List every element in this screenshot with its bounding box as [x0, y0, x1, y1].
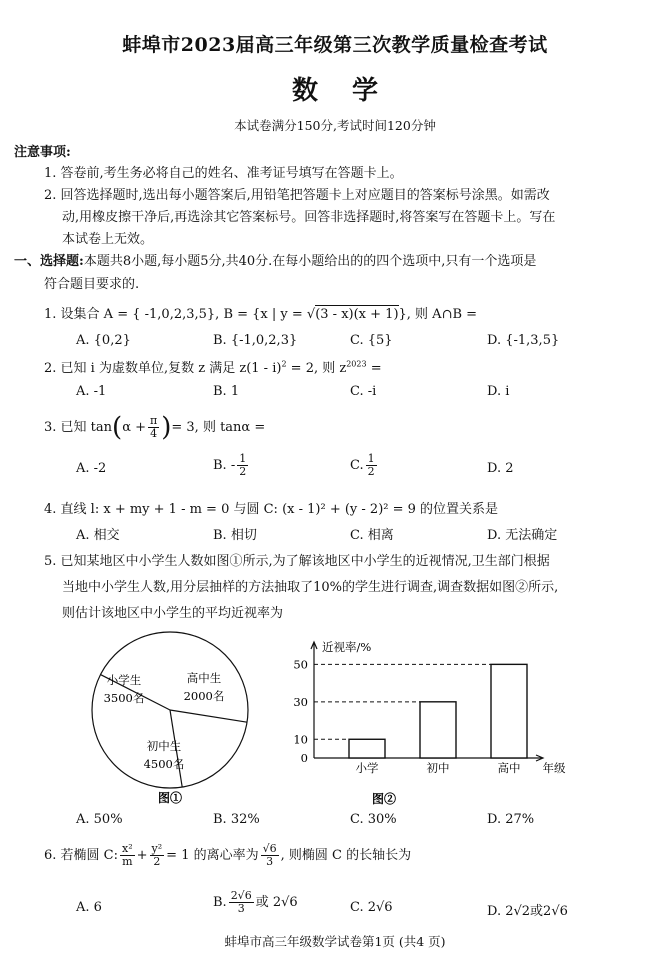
q6-option-b-suffix: 或 2√6	[255, 895, 298, 910]
q1-stem-b: }, 则 A∩B =	[398, 307, 478, 322]
q1-option-a: A. {0,2}	[76, 333, 131, 348]
frac-numerator: π	[150, 414, 158, 427]
q3-stem-b: = 3, 则 tanα =	[171, 420, 266, 435]
frac-denominator: 2	[367, 465, 375, 478]
one-half	[237, 453, 248, 478]
frac-numerator: y²	[151, 842, 163, 855]
q3-stem-a: 已知 tan	[60, 420, 113, 435]
frac-denominator: 4	[150, 427, 158, 440]
bar-2	[420, 702, 456, 758]
question-5-stem-line-1	[44, 550, 550, 569]
pi-over-four	[148, 415, 159, 440]
q5-option-c: C. 30%	[350, 812, 397, 827]
pie-slice-1-count: 3500名	[103, 691, 145, 705]
q1-option-b: B. {-1,0,2,3}	[213, 333, 298, 348]
left-paren-icon: (	[112, 412, 123, 443]
q5-option-a: A. 50%	[76, 812, 123, 827]
question-5-stem-line-3: 则估计该地区中小学生的平均近视率为	[62, 606, 284, 621]
q6-stem-c: , 则椭圆 C 的长轴长为	[280, 848, 412, 863]
pie-slice-2-name: 高中生	[186, 671, 222, 685]
q3-option-a: A. -2	[76, 461, 107, 476]
q3-stem-alpha: α +	[122, 420, 146, 435]
q6-option-b	[213, 890, 298, 915]
q2-stem-a: 已知 i 为虚数单位,复数 z 满足 z(1 - i)	[60, 361, 282, 376]
q6-stem-b: = 1 的离心率为	[166, 848, 259, 863]
question-number: 2.	[44, 361, 57, 376]
q1-option-c: C. {5}	[350, 333, 393, 348]
bar-layer	[293, 640, 566, 775]
q2-option-a: A. -1	[76, 384, 107, 399]
exam-title: 蚌埠市2023届高三年级第三次教学质量检查考试	[122, 34, 548, 56]
category-label: 高中	[497, 761, 521, 775]
question-2-stem	[44, 357, 382, 376]
frac-denominator: 3	[266, 855, 274, 868]
x-axis-label: 年级	[542, 761, 566, 775]
frac-denominator: 2	[153, 855, 161, 868]
q4-option-d: D. 无法确定	[487, 528, 558, 543]
sqrt-icon: √	[306, 307, 316, 322]
question-number: 5.	[44, 554, 57, 569]
eccentricity-fraction	[261, 843, 279, 868]
bar-chart-figure	[292, 635, 592, 805]
y-tick-label: 30	[293, 694, 308, 709]
question-number: 6.	[44, 848, 57, 863]
q6-option-d: D. 2√2或2√6	[487, 904, 568, 919]
pie-slice-2-count: 2000名	[183, 689, 225, 703]
q6-option-c: C. 2√6	[350, 900, 393, 915]
q6-stem-a: 若椭圆 C:	[60, 848, 119, 863]
category-label: 小学	[355, 761, 379, 775]
y-tick-label: 10	[293, 732, 308, 747]
notice-item-1: 1. 答卷前,考生务必将自己的姓名、准考证号填写在答题卡上。	[44, 166, 403, 181]
y2-over-2	[150, 843, 165, 868]
two-root6-over-3	[229, 890, 254, 915]
notice-item-2-line-1: 2. 回答选择题时,选出每小题答案后,用铅笔把答题卡上对应题目的答案标号涂黑。如需改	[44, 188, 550, 203]
notice-item-2-line-3: 本试卷上无效。	[62, 232, 154, 247]
question-3-stem	[44, 412, 266, 443]
q1-stem-root: (3 - x)(x + 1)	[315, 307, 399, 322]
q2-option-b: B. 1	[213, 384, 240, 399]
frac-numerator: 1	[239, 452, 247, 465]
page-footer: 蚌埠市高三年级数学试卷第1页 (共4 页)	[224, 934, 446, 949]
question-4-stem	[44, 498, 498, 517]
bar-3	[491, 664, 527, 758]
notice-item-2-line-2: 动,用橡皮擦干净后,再选涂其它答案标号。回答非选择题时,将答案写在答题卡上。写在	[62, 210, 556, 225]
q2-stem-b: = 2, 则 z	[286, 361, 347, 376]
section-1-intro-line-2: 符合题目要求的.	[44, 277, 140, 292]
section-1-label: 一、选择题:	[14, 254, 84, 269]
q2-stem-sup2: 2023	[346, 359, 367, 369]
q6-plus: +	[136, 848, 148, 863]
q4-stem: 直线 l: x + my + 1 - m = 0 与圆 C: (x - 1)² + (y - 2)² = 9 的位置关系是	[60, 502, 499, 517]
exam-meta: 本试卷满分150分,考试时间120分钟	[234, 118, 436, 133]
q4-option-a: A. 相交	[76, 528, 120, 543]
q2-stem-sup: 2	[281, 359, 287, 369]
question-5-stem-line-2: 当地中小学生人数,用分层抽样的方法抽取了10%的学生进行调查,调查数据如图②所示,	[62, 580, 559, 595]
q3-option-b	[213, 453, 250, 478]
q6-option-b-prefix: B.	[213, 895, 227, 910]
subject-title: 数学	[291, 76, 412, 106]
bar-1	[349, 739, 385, 758]
y-tick-label: 50	[293, 657, 308, 672]
question-number: 1.	[44, 307, 57, 322]
pie-slice-3-name: 初中生	[146, 739, 182, 753]
q5-line-1: 已知某地区中小学生人数如图①所示,为了解该地区中小学生的近视情况,卫生部门根据	[60, 554, 550, 569]
q2-option-d: D. i	[487, 384, 510, 399]
category-label: 初中	[426, 761, 450, 775]
pie-divider-1	[170, 710, 247, 722]
question-number: 3.	[44, 420, 57, 435]
q6-option-a: A. 6	[76, 900, 102, 915]
y-tick-label: 0	[300, 751, 308, 765]
frac-denominator: 3	[237, 902, 245, 915]
q3-option-d: D. 2	[487, 461, 514, 476]
q2-stem-c: =	[366, 361, 382, 376]
right-paren-icon: )	[161, 412, 172, 443]
pie-slice-3-count: 4500名	[143, 757, 185, 771]
q4-option-b: B. 相切	[213, 528, 257, 543]
q1-stem-a: 设集合 A = { -1,0,2,3,5}, B = {x | y =	[60, 307, 307, 322]
q2-option-c: C. -i	[350, 384, 377, 399]
q5-option-d: D. 27%	[487, 812, 535, 827]
x2-over-m	[120, 843, 135, 868]
pie-chart-figure	[90, 630, 250, 805]
question-6-stem	[44, 843, 411, 868]
frac-denominator: 2	[239, 465, 247, 478]
pie-slice-1-name: 小学生	[106, 673, 142, 687]
section-1-intro-line-1: 本题共8小题,每小题5分,共40分.在每小题给出的的四个选项中,只有一个选项是	[83, 254, 537, 269]
frac-denominator: m	[122, 855, 133, 868]
section-1-intro	[14, 250, 536, 274]
frac-numerator: √6	[262, 842, 277, 855]
q4-option-c: C. 相离	[350, 528, 394, 543]
question-number: 4.	[44, 502, 57, 517]
q3-option-c-prefix: C.	[350, 458, 364, 473]
one-half	[366, 453, 377, 478]
q5-option-b: B. 32%	[213, 812, 260, 827]
frac-numerator: 1	[367, 452, 375, 465]
pie-caption: 图①	[157, 791, 183, 805]
y-axis-label: 近视率/%	[322, 640, 372, 654]
q1-option-d: D. {-1,3,5}	[487, 333, 560, 348]
q3-option-b-prefix: B. -	[213, 458, 236, 473]
notice-heading: 注意事项:	[14, 145, 71, 160]
question-1-stem	[44, 303, 477, 322]
q3-option-c	[350, 453, 379, 478]
frac-numerator: x²	[122, 842, 133, 855]
frac-numerator: 2√6	[230, 889, 252, 902]
bar-caption: 图②	[371, 792, 397, 805]
